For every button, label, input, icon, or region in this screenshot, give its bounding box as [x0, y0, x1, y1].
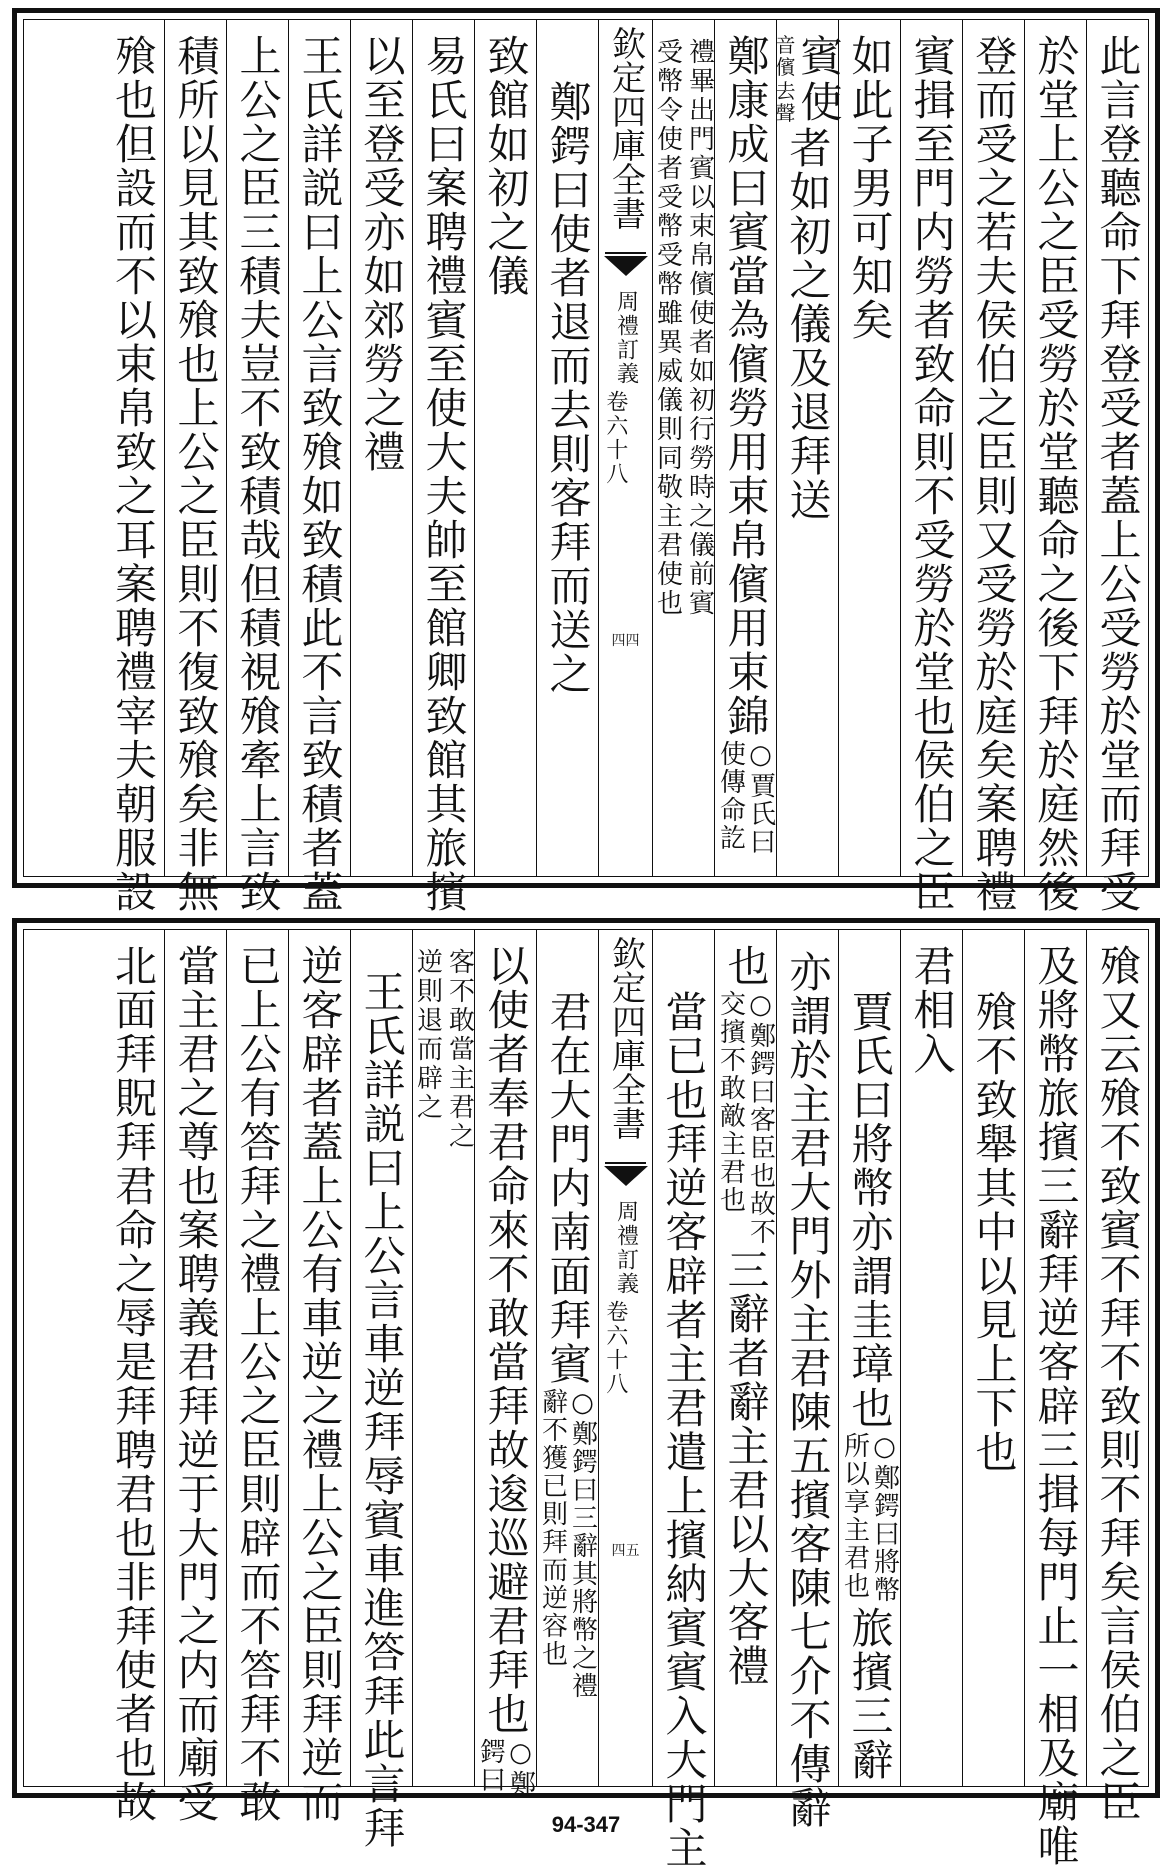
main-text: 使	[794, 80, 844, 124]
annotation-text: 禮畢出門賓以束帛儐使者如初行勞時之儀前賓	[684, 38, 715, 618]
column-text: 飱也但設而不以束帛致之耳案聘禮宰夫朝服設	[109, 34, 158, 914]
text-column	[226, 20, 288, 914]
text-column	[1086, 930, 1148, 1824]
text-column	[288, 20, 350, 914]
text-column	[412, 20, 474, 914]
text-column	[288, 930, 350, 1824]
main-text: 賓	[794, 34, 844, 78]
annotation-text: ○鄭	[505, 1738, 536, 1798]
book-title: 周禮訂義	[613, 1200, 639, 1296]
annotation-text: 辭不獲已則拜而逆容也	[537, 1388, 568, 1668]
column-text: 王氏詳説曰上公言車逆拜辱賓車進答拜此言拜	[357, 970, 407, 1850]
column-text: 北面拜貺拜君命之辱是拜聘君也非拜使者也故	[109, 944, 158, 1824]
top-page-frame	[23, 19, 1149, 914]
text-column	[838, 930, 900, 1786]
mixed-text	[715, 34, 776, 856]
top-page-columns	[24, 20, 1148, 914]
volume-label: 卷六十八	[602, 1300, 628, 1396]
annotation-text: 客不敢當主君之	[444, 948, 475, 1151]
text-column	[474, 20, 536, 876]
text-column	[652, 20, 714, 876]
text-column	[962, 930, 1024, 1786]
center-fold	[598, 930, 652, 1786]
column-text: 當已也拜逆客辟者主君遣上擯納賓賓入大門主	[659, 990, 709, 1870]
volume-label: 卷六十八	[602, 390, 628, 486]
annotation-text: 去	[775, 79, 796, 103]
text-column	[652, 930, 714, 1870]
fishtail-mark	[604, 1166, 648, 1186]
column-text: 鄭鍔曰使者退而去則客拜而送之	[543, 80, 593, 696]
page-number: 四四	[611, 633, 640, 649]
annotation-text: 儐	[775, 55, 796, 79]
fold-rule	[605, 252, 646, 254]
page-number: 四五	[611, 1543, 640, 1559]
text-column	[350, 20, 412, 876]
column-text: 當主君之尊也案聘義君拜逆于大門之内而廟受	[171, 944, 221, 1824]
column-text: 君相入	[907, 944, 957, 1076]
fold-rule	[605, 1162, 646, 1164]
column-text: 如此子男可知矣	[845, 34, 895, 342]
mixed-text	[537, 990, 598, 1700]
fishtail-mark	[604, 256, 648, 276]
main-text: 旅擯三辭	[845, 1606, 895, 1782]
column-text: 賓揖至門内勞者致命則不受勞於堂也侯伯之臣	[907, 34, 957, 914]
mixed-text	[475, 944, 536, 1798]
annotation-text: ○鄭鍔曰將幣	[869, 1432, 900, 1604]
text-column	[838, 20, 900, 876]
annotation-text: 音	[775, 33, 796, 57]
folio-number: 94-347	[551, 1812, 621, 1837]
mixed-text	[839, 990, 900, 1782]
annotation-text: 受幣令使者受幣受幣雖異威儀則同敬主君使也	[652, 38, 683, 618]
text-column	[164, 20, 226, 914]
main-text: 鄭康成曰賓當為儐勞用束帛儐用束錦	[721, 34, 771, 738]
top-page	[12, 8, 1160, 914]
book-title: 周禮訂義	[613, 290, 639, 386]
column-text: 登而受之若夫侯伯之臣則又受勞於庭矣案聘禮	[969, 34, 1019, 914]
column-text: 積所以見其致飱也上公之臣則不復致飱矣非無	[171, 34, 221, 914]
series-title: 欽定四庫全書	[605, 26, 646, 230]
text-column	[412, 930, 474, 1786]
mixed-text	[775, 33, 844, 522]
column-text: 已上公有答拜之禮上公之臣則辟而不答拜不敢	[233, 944, 283, 1824]
text-column	[474, 930, 536, 1798]
annotation-text: ○鄭鍔曰三辭其將幣之禮	[567, 1388, 598, 1700]
text-column	[350, 930, 412, 1850]
column-text: 及將幣旅擯三辭拜逆客辟三揖每門止一相及廟唯	[1031, 944, 1081, 1868]
text-column	[1024, 20, 1086, 914]
text-column	[164, 930, 226, 1824]
main-text: 也	[721, 944, 771, 988]
annotation-text: ○鄭鍔曰客臣也故不	[745, 990, 776, 1246]
text-column	[226, 930, 288, 1824]
series-title: 欽定四庫全書	[605, 936, 646, 1140]
text-column	[775, 20, 844, 876]
annotation-text: 交擯不敢敵主君也	[715, 990, 746, 1214]
column-text: 以至登受亦如郊勞之禮	[357, 34, 407, 474]
column-text: 亦謂於主君大門外主君陳五擯客陳七介不傳辭	[783, 950, 833, 1830]
column-text: 於堂上公之臣受勞於堂聽命之後下拜於庭然後	[1031, 34, 1081, 914]
text-column	[714, 930, 776, 1786]
text-column	[536, 930, 598, 1786]
text-column	[102, 930, 164, 1824]
text-column	[900, 20, 962, 914]
column-text: 上公之臣三積夫豈不致積哉但積視飱牽上言致	[233, 34, 283, 914]
text-column	[962, 20, 1024, 914]
column-text: 易氏曰案聘禮賓至使大夫帥至館卿致館其旅擯	[419, 34, 469, 914]
text-column	[1024, 930, 1086, 1868]
annotation-pair	[652, 38, 715, 618]
text-column	[536, 20, 598, 876]
column-text: 此言登聽命下拜登受者蓋上公受勞於堂而拜受	[1093, 34, 1143, 914]
annotation-text: 逆則退而辟之	[412, 948, 443, 1122]
column-text: 致館如初之儀	[481, 34, 531, 298]
text-column	[714, 20, 776, 876]
column-text: 飱又云飱不致賓不拜不致則不拜矣言侯伯之臣	[1093, 944, 1143, 1824]
annotation-text: ○賈氏曰	[745, 740, 776, 856]
text-column	[900, 930, 962, 1786]
text-column	[1086, 20, 1148, 914]
annotation-pair	[412, 948, 475, 1151]
text-column	[776, 930, 838, 1830]
main-text: 者如初之儀及退拜送	[783, 126, 833, 522]
main-text: 君在大門内南面拜賓	[543, 990, 593, 1386]
column-text: 逆客辟者蓋上公有車逆之禮上公之臣則拜逆而	[295, 944, 345, 1824]
center-fold	[598, 20, 652, 876]
mixed-text	[715, 944, 776, 1688]
main-text: 賈氏曰將幣亦謂圭璋也	[845, 990, 895, 1430]
annotation-text: 所以享主君也	[839, 1432, 870, 1600]
annotation-text: 使傳命訖	[715, 740, 746, 852]
main-text: 三辭者辭主君以大客禮	[721, 1248, 771, 1688]
annotation-text: 聲	[775, 101, 796, 125]
annotation-text: 鍔曰	[475, 1738, 506, 1794]
column-text: 飱不致舉其中以見上下也	[969, 990, 1019, 1474]
main-text: 以使者奉君命來不敢當拜故逡巡避君拜也	[481, 944, 531, 1736]
text-column	[102, 20, 164, 914]
column-text: 王氏詳説曰上公言致飱如致積此不言致積者蓋	[295, 34, 345, 914]
